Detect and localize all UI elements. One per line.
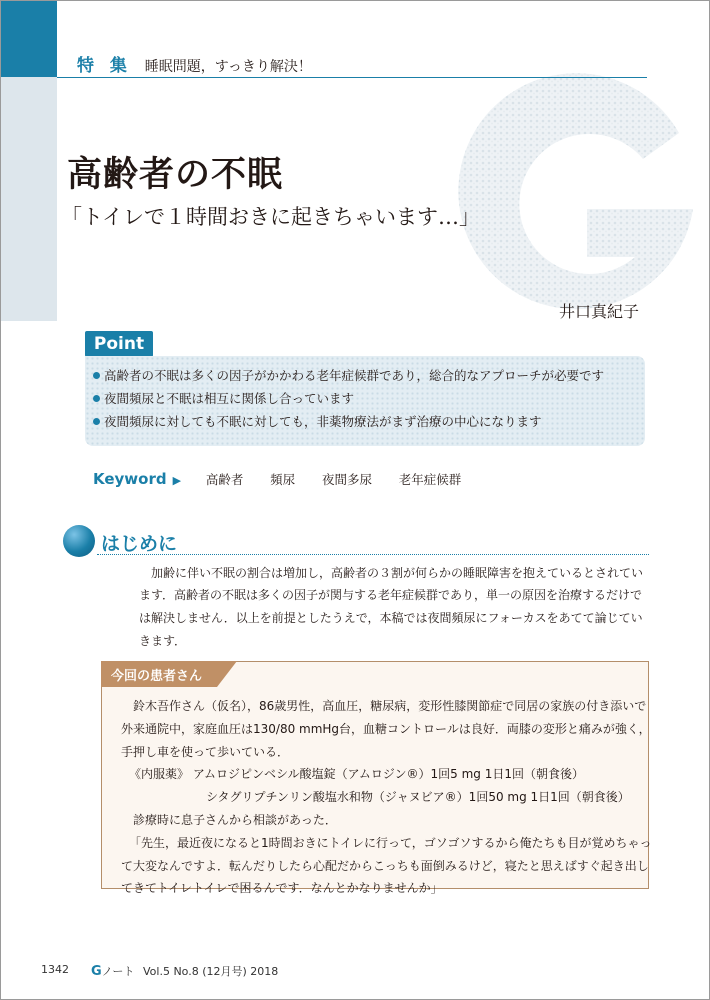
body-line: ます．高齢者の不眠は多くの因子が関与する老年症候群であり，単一の原因を治療するだけで <box>139 588 643 602</box>
special-feature-header <box>77 51 312 76</box>
keyword-item: 老年症候群 <box>398 472 462 487</box>
keyword-row <box>93 470 483 488</box>
issue-info: Vol.5 No.8 (12月号) 2018 <box>143 965 279 978</box>
point-item: 夜間頻尿と不眠は相互に関係し合っています <box>93 389 354 407</box>
patient-line: て大変なんですよ．転んだりしたら心配だからこっちも面倒みるけど，寝たと思えばすぐ起き出し <box>121 859 649 873</box>
bullet-icon <box>93 372 100 379</box>
keyword-item: 高齢者 <box>205 472 244 487</box>
keyword-label: Keyword <box>93 470 167 488</box>
body-line: は解決しません．以上を前提としたうえで，本稿では夜間頻尿にフォーカスをあてて論じてい <box>139 611 643 625</box>
patient-line: 《内服薬》 アムロジピンベシル酸塩錠（アムロジン®）1回5 mg 1日1回（朝食後） <box>129 767 585 781</box>
bullet-icon <box>93 395 100 402</box>
article-subtitle: 「トイレで１時間おきに起きちゃいます…」 <box>61 205 480 229</box>
author-name: 井口真紀子 <box>559 302 640 321</box>
tokushu-label: 特 集 <box>77 56 132 76</box>
patient-label: 今回の患者さん <box>111 669 203 684</box>
article-title: 高齢者の不眠 <box>67 155 284 195</box>
patient-line: 診療時に息子さんから相談があった． <box>133 813 337 827</box>
keyword-item: 夜間多尿 <box>321 472 372 487</box>
patient-line: 手押し車を使って歩いている． <box>121 745 290 759</box>
body-line: 加齢に伴い不眠の割合は増加し，高齢者の３割が何らかの睡眠障害を抱えているとされてい <box>151 566 644 580</box>
body-line: きます． <box>139 634 187 648</box>
section-ball-icon <box>63 525 95 557</box>
point-label: Point <box>85 331 153 357</box>
page-number: 1342 <box>41 963 69 976</box>
keyword-item: 頻尿 <box>270 472 296 487</box>
side-panel <box>1 77 57 321</box>
section-rule <box>97 554 649 555</box>
patient-line: 外来通院中，家庭血圧は130/80 mmHg台，血糖コントロールは良好．両膝の変形と痛みが強く， <box>121 722 651 736</box>
patient-line: シタグリプチンリン酸塩水和物（ジャヌビア®）1回50 mg 1日1回（朝食後） <box>206 790 630 804</box>
bullet-icon <box>93 418 100 425</box>
section-title: はじめに <box>101 533 178 555</box>
header-rule <box>57 77 647 78</box>
patient-line: てきてトイレトイレで困るんです．なんとかなりませんか」 <box>121 881 443 895</box>
point-item: 高齢者の不眠は多くの因子がかかわる老年症候群であり，総合的なアプローチが必要です <box>93 366 604 384</box>
journal-name: Gノート <box>91 964 135 979</box>
patient-line: 「先生，最近夜になると1時間おきにトイレに行って，ゴソゴソするから俺たちも目が覚めちゃっ <box>129 836 652 850</box>
patient-line: 鈴木吾作さん（仮名），86歳男性，高血圧，糖尿病，変形性膝関節症で同居の家族の付き添いで <box>133 699 647 713</box>
series-title: 睡眠問題，すっきり解決！ <box>144 59 312 75</box>
triangle-right-icon: ▶ <box>172 474 182 487</box>
point-box <box>85 356 645 446</box>
point-item: 夜間頻尿に対しても不眠に対しても，非薬物療法がまず治療の中心になります <box>93 412 542 430</box>
header-color-band <box>1 1 57 77</box>
